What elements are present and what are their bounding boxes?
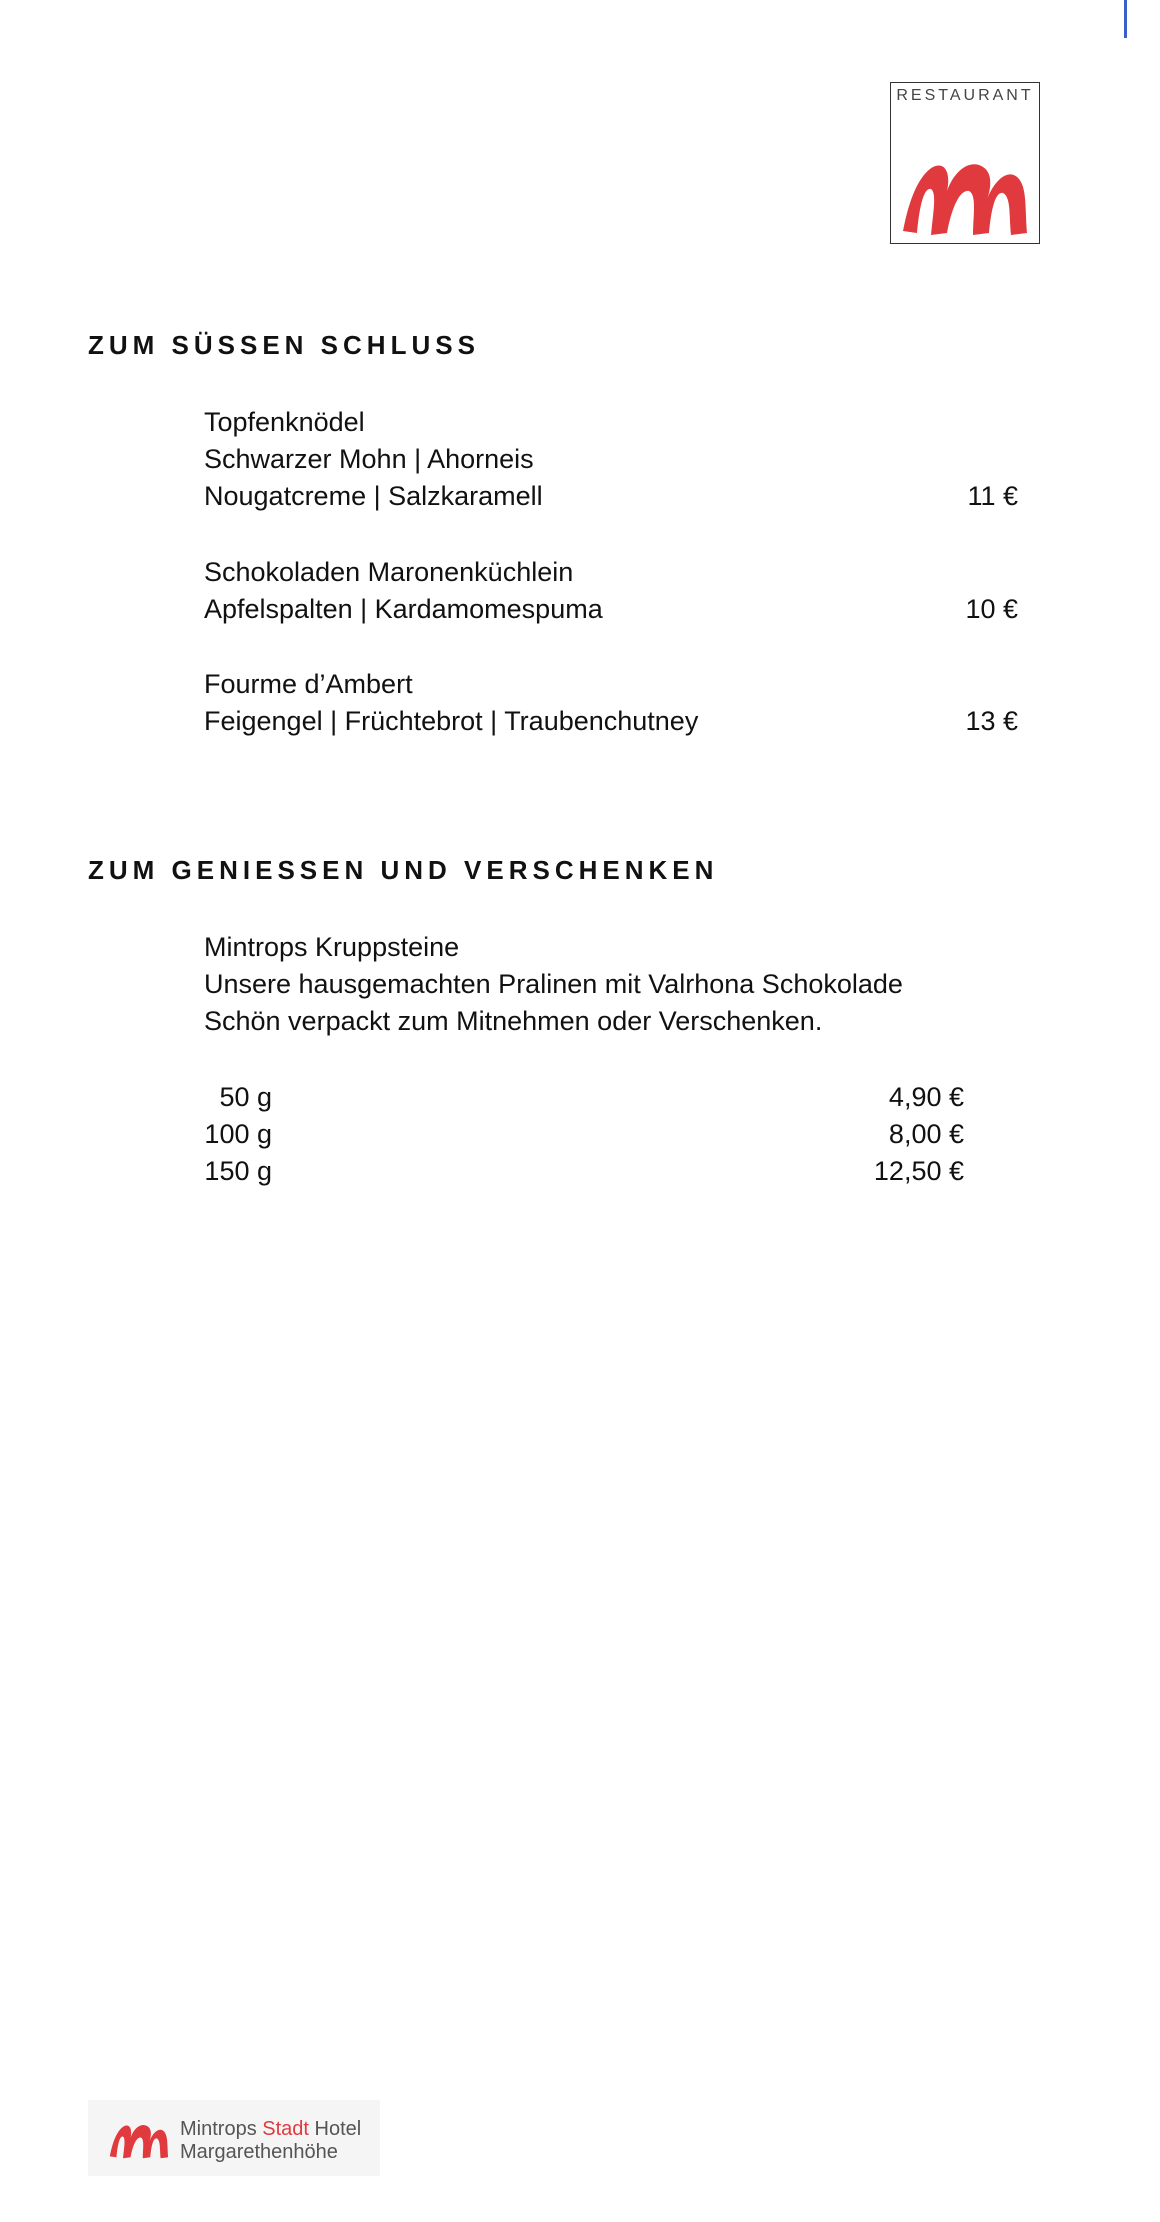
item-price: 10 € — [965, 594, 1018, 624]
size-weight: 50 g — [219, 1082, 272, 1112]
item-line: Schokoladen Maronenküchlein — [204, 557, 574, 587]
size-weight: 100 g — [204, 1119, 272, 1149]
restaurant-logo — [890, 82, 1040, 244]
logo-caption: RESTAURANT — [896, 87, 1034, 104]
section-title-gifts: ZUM GENIESSEN UND VERSCHENKEN — [88, 855, 719, 885]
hotel-logo — [88, 2100, 380, 2176]
hotel-name-part: Mintrops — [180, 2118, 257, 2140]
item-price: 13 € — [965, 706, 1018, 736]
m-logo-icon — [899, 145, 1031, 239]
item-price: 11 € — [967, 481, 1018, 511]
description-line: Schön verpackt zum Mitnehmen oder Verschenken. — [204, 1006, 823, 1036]
section-title-dessert: ZUM SÜSSEN SCHLUSS — [88, 330, 480, 360]
description-line: Mintrops Kruppsteine — [204, 932, 460, 962]
size-price: 4,90 € — [888, 1082, 964, 1112]
item-line: Schwarzer Mohn | Ahorneis — [204, 444, 534, 474]
m-logo-icon — [108, 2114, 170, 2162]
hotel-name — [180, 2118, 361, 2164]
item-line: Fourme d’Ambert — [204, 669, 413, 699]
size-price: 12,50 € — [873, 1156, 964, 1186]
item-line: Topfenknödel — [204, 407, 365, 437]
item-line: Feigengel | Früchtebrot | Traubenchutney — [204, 706, 699, 736]
item-line: Apfelspalten | Kardamomespuma — [204, 594, 603, 624]
item-line: Nougatcreme | Salzkaramell — [204, 481, 543, 511]
page-edge-marker — [1124, 0, 1127, 38]
description-line: Unsere hausgemachten Pralinen mit Valrhona Schokolade — [204, 969, 903, 999]
size-weight: 150 g — [204, 1156, 272, 1186]
hotel-location: Margarethenhöhe — [180, 2141, 338, 2163]
hotel-name-part: Hotel — [314, 2118, 362, 2140]
size-price: 8,00 € — [888, 1119, 964, 1149]
hotel-name-part: Stadt — [262, 2118, 309, 2140]
